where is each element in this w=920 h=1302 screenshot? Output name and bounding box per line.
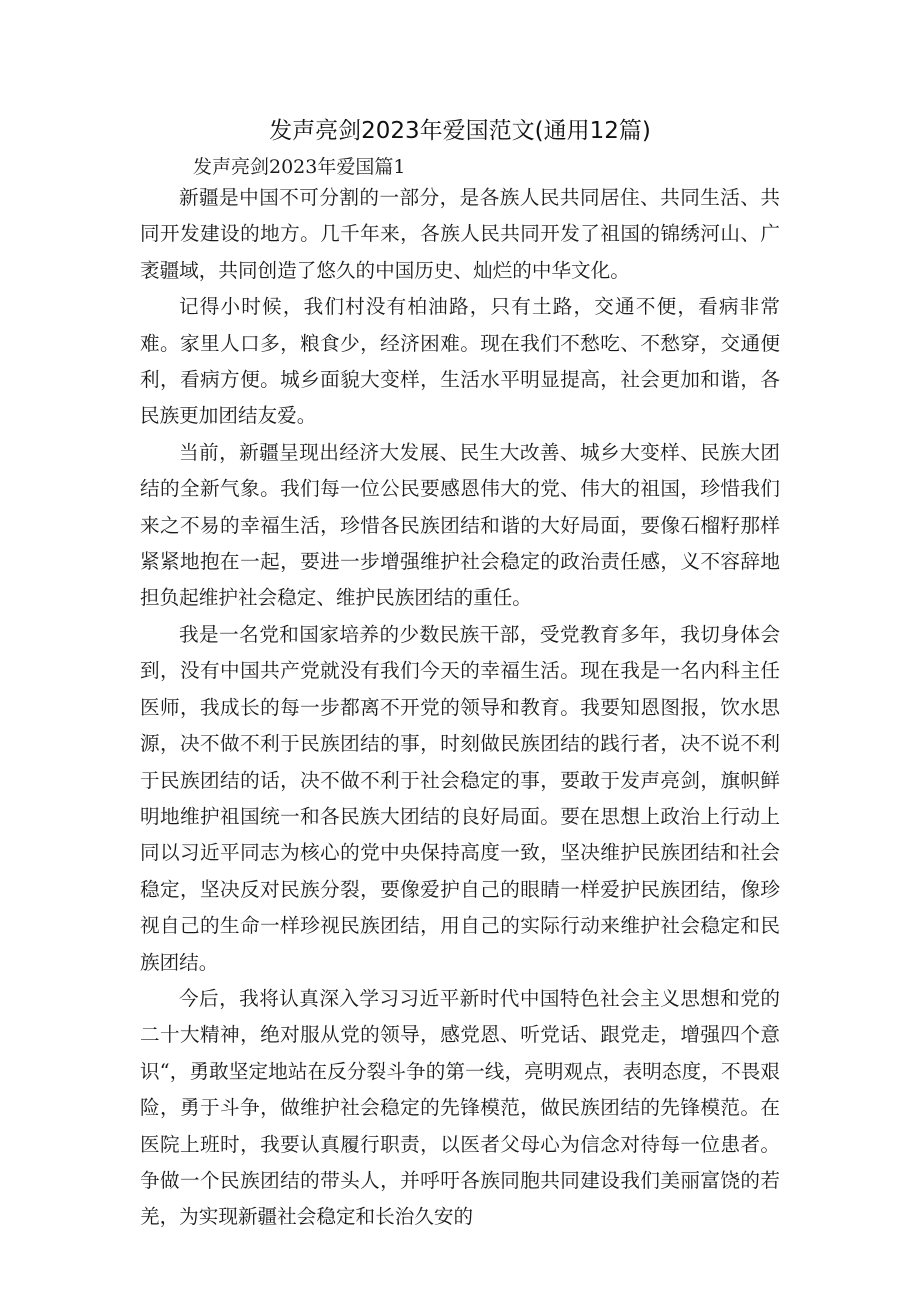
section-heading: 发声亮剑2023年爱国篇1 <box>193 156 406 178</box>
paragraph: 新疆是中国不可分割的一部分，是各族人民共同居住、共同生活、共同开发建设的地方。几千年来，各族人民共同开发了祖国的锦绣河山、广袤疆域，共同创造了悠久的中国历史、灿烂的中华文化。 <box>140 186 780 282</box>
paragraph: 当前，新疆呈现出经济大发展、民生大改善、城乡大变样、民族大团结的全新气象。我们每一位公民要感恩伟大的党、伟大的祖国，珍惜我们来之不易的幸福生活，珍惜各民族团结和谐的大好局面，要像石榴籽那样紧紧地抱在一起，要进一步增强维护社会稳定的政治责任感，义不容辞地担负起维护社会稳定、维护民族团结的重任。 <box>140 440 780 610</box>
paragraph: 今后，我将认真深入学习习近平新时代中国特色社会主义思想和党的二十大精神，绝对服从党的领导，感党恩、听党话、跟党走，增强四个意识“，勇敢坚定地站在反分裂斗争的第一线，亮明观点，表明态度，不畏艰险，勇于斗争，做维护社会稳定的先锋模范，做民族团结的先锋模范。在医院上班时，我要认真履行职责，以医者父母心为信念对待每一位患者。争做一个民族团结的带头人，并呼吁各族同胞共同建设我们美丽富饶的若羌，为实现新疆社会稳定和长治久安的 <box>140 986 780 1229</box>
paragraph: 记得小时候，我们村没有柏油路，只有土路，交通不便，看病非常难。家里人口多，粮食少，经济困难。现在我们不愁吃、不愁穿，交通便利，看病方便。城乡面貌大变样，生活水平明显提高，社会更加和谐，各民族更加团结友爱。 <box>140 295 780 428</box>
document-body <box>140 180 780 1236</box>
paragraph: 我是一名党和国家培养的少数民族干部，受党教育多年，我切身体会到，没有中国共产党就没有我们今天的幸福生活。现在我是一名内科主任医师，我成长的每一步都离不开党的领导和教育。我要知恩图报，饮水思源，决不做不利于民族团结的事，时刻做民族团结的践行者，决不说不利于民族团结的话，决不做不利于社会稳定的事，要敢于发声亮剑，旗帜鲜明地维护祖国统一和各民族大团结的良好局面。要在思想上政治上行动上同以习近平同志为核心的党中央保持高度一致，坚决维护民族团结和社会稳定，坚决反对民族分裂，要像爱护自己的眼睛一样爱护民族团结，像珍视自己的生命一样珍视民族团结，用自己的实际行动来维护社会稳定和民族团结。 <box>140 622 780 974</box>
document-title: 发声亮剑2023年爱国范文(通用12篇) <box>269 118 651 144</box>
